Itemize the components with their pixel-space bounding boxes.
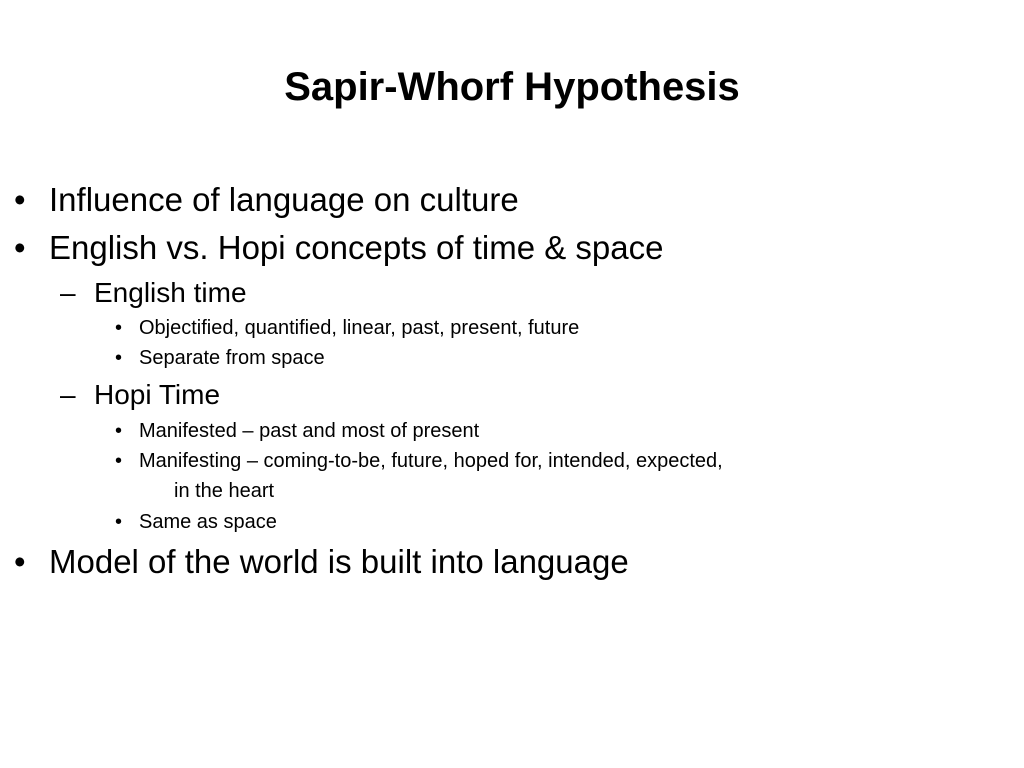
- sub-sub-bullet-text: Separate from space: [139, 347, 325, 369]
- sub-sub-bullet-marker: •: [115, 347, 123, 369]
- bullet-marker: •: [14, 229, 26, 266]
- sub-bullet-marker: –: [60, 277, 76, 308]
- bullet-text: Model of the world is built into language: [49, 543, 629, 580]
- bullet-marker: •: [14, 181, 26, 218]
- sub-sub-bullet-marker: •: [115, 317, 123, 339]
- sub-sub-bullet-text: Manifested – past and most of present: [139, 420, 480, 442]
- sub-sub-bullet-marker: •: [115, 511, 123, 533]
- sub-sub-bullet-marker: •: [115, 450, 123, 472]
- bullet-text: English vs. Hopi concepts of time & space: [49, 229, 664, 266]
- sub-sub-bullet-continuation-text: in the heart: [174, 480, 275, 502]
- bullet-text: Influence of language on culture: [49, 181, 519, 218]
- sub-sub-bullet-marker: •: [115, 420, 123, 442]
- sub-bullet-text: English time: [94, 277, 247, 308]
- sub-bullet-text: Hopi Time: [94, 379, 221, 410]
- sub-bullet-marker: –: [60, 379, 76, 410]
- sub-sub-bullet-text: Objectified, quantified, linear, past, present, future: [139, 317, 580, 339]
- slide-title: Sapir-Whorf Hypothesis: [284, 65, 740, 109]
- bullet-marker: •: [14, 543, 26, 580]
- sub-sub-bullet-text: Manifesting – coming-to-be, future, hoped for, intended, expected,: [139, 450, 723, 472]
- sub-sub-bullet-text: Same as space: [139, 511, 277, 533]
